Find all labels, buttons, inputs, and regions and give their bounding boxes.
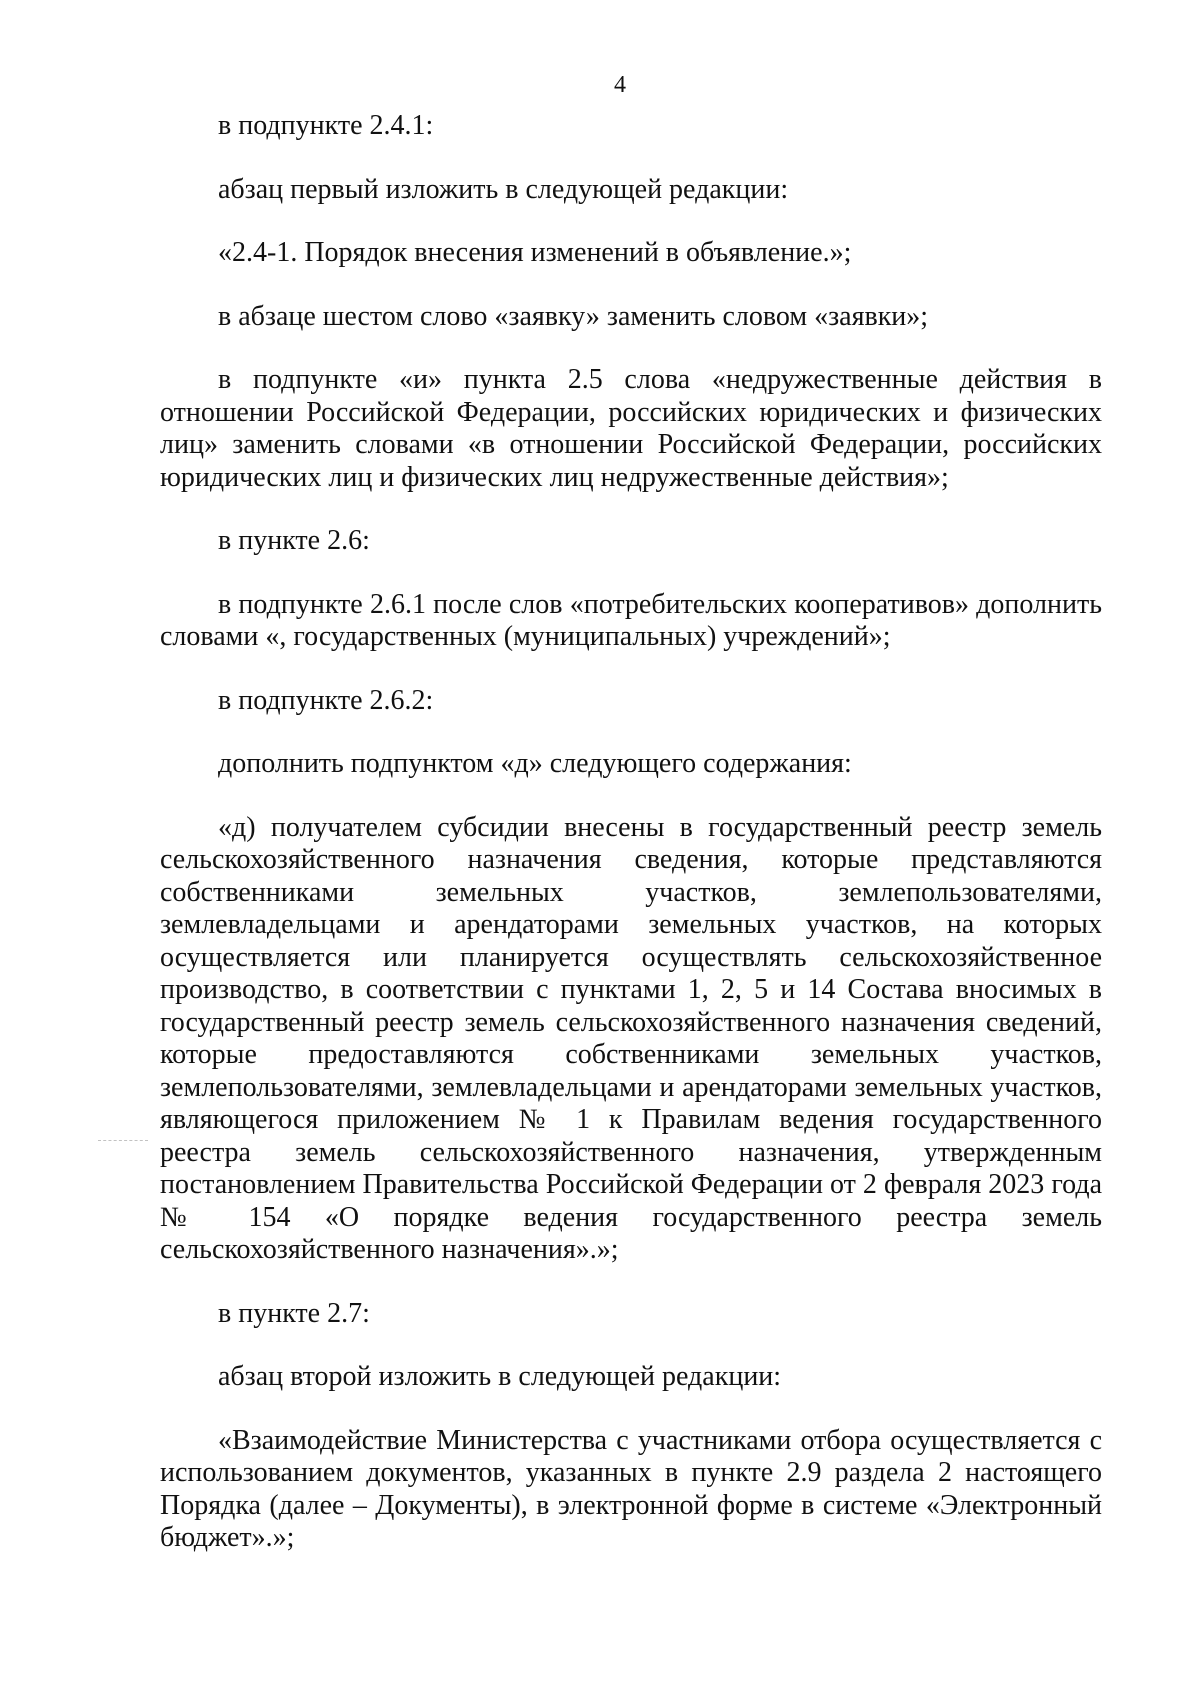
paragraph-subitem-2-6-1: в подпункте 2.6.1 после слов «потребительских кооперативов» дополнить словами «, государственных (муниципальных) учреждений»; [160, 588, 1102, 652]
paragraph-add-subitem-d: дополнить подпунктом «д» следующего содержания: [218, 748, 852, 779]
paragraph-item-2-7: в пункте 2.7: [218, 1297, 370, 1329]
paragraph-first-abzac-instruction: абзац первый изложить в следующей редакции: [218, 173, 789, 205]
paragraph-subitem-i-2-5: в подпункте «и» пункта 2.5 слова «недружественные действия в отношении Российской Федерации, российских юридических и физических лиц» заменить словами «в отношении Российской Федерации, российских юридических лиц и физических лиц недружественные действия»; [160, 364, 1102, 493]
paragraph-word-replacement: в абзаце шестом слово «заявку» заменить словом «заявки»; [218, 300, 929, 332]
paragraph-interaction-text: «Взаимодействие Министерства с участниками отбора осуществляется с использованием документов, указанных в пункте 2.9 раздела 2 настоящего Порядка (далее – Документы), в электронной форме в системе «Электронный бюджет».»; [160, 1424, 1102, 1553]
paragraph-subitem-2-6-2: в подпункте 2.6.2: [218, 684, 434, 716]
paragraph-subitem-d-text: «д) получателем субсидии внесены в государственный реестр земель сельскохозяйственного назначения сведения, которые представляются собственниками земельных участков, землепользователями, землевладельцами и арендаторами земельных участков, на которых осуществляется или планируется осуществлять сельскохозяйственное производство, в соответствии с пунктами 1, 2, 5 и 14 Состава вносимых в государственный реестр земель сельскохозяйственного назначения сведений, которые предоставляются собственниками земельных участков, землепользователями, землевладельцами и арендаторами земельных участков, являющегося приложением № 1 к Правилам ведения государственного реестра земель сельскохозяйственного назначения, утвержденным постановлением Правительства Российской Федерации от 2 февраля 2023 года № 154 «О порядке ведения государственного реестра земель сельскохозяйственного назначения».»; [160, 811, 1102, 1265]
paragraph-second-abzac-instruction: абзац второй изложить в следующей редакции: [218, 1361, 782, 1392]
document-body [160, 110, 1102, 1586]
paragraph-item-2-6: в пункте 2.6: [218, 525, 370, 556]
page-number: 4 [614, 72, 626, 98]
paragraph-new-wording-2-4-1: «2.4-1. Порядок внесения изменений в объявление.»; [218, 237, 852, 268]
paragraph-subitem-2-4-1: в подпункте 2.4.1: [218, 110, 434, 141]
scan-artifact-line [98, 1140, 148, 1141]
